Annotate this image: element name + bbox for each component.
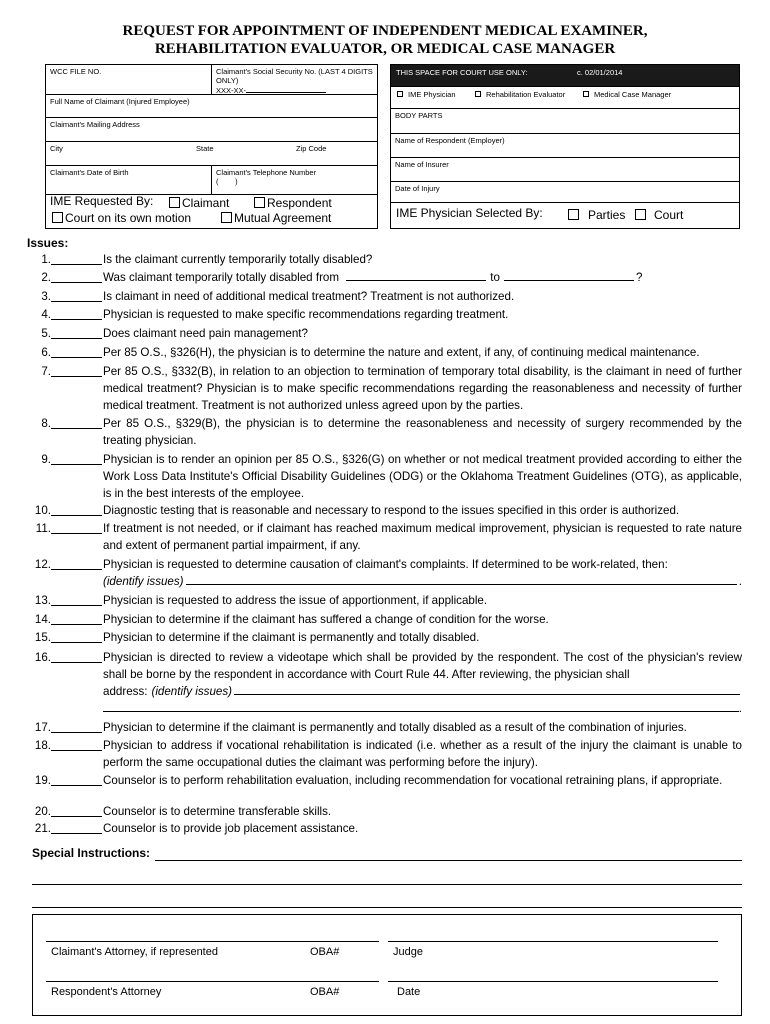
court-option[interactable] bbox=[635, 209, 683, 220]
ssn-label: Claimant's Social Security No. (LAST 4 DIGITS ONLY) bbox=[216, 67, 373, 85]
issue-blank-line[interactable] bbox=[51, 306, 102, 320]
issues-heading: Issues: bbox=[27, 236, 69, 250]
appointment-type-row bbox=[390, 86, 740, 109]
issue-item bbox=[26, 269, 742, 286]
respondent-option-label: Respondent bbox=[267, 196, 332, 210]
issue-blank-line[interactable] bbox=[51, 592, 102, 606]
dob-label: Claimant's Date of Birth bbox=[50, 168, 129, 177]
issue-number: 8. bbox=[41, 417, 51, 430]
issue-number: 4. bbox=[41, 308, 51, 321]
issue-item bbox=[26, 451, 742, 502]
issue-blank-line[interactable] bbox=[51, 288, 102, 302]
from-date-field[interactable] bbox=[346, 269, 486, 281]
form-title-line1: REQUEST FOR APPOINTMENT OF INDEPENDENT MEDICAL EXAMINER, bbox=[122, 23, 648, 39]
ssn-value: XXX-XX- bbox=[216, 86, 247, 95]
issue-text-block bbox=[103, 772, 742, 789]
court-use-label: THIS SPACE FOR COURT USE ONLY: bbox=[396, 68, 528, 77]
oba-label-1: OBA# bbox=[310, 946, 340, 958]
claimant-attorney-signature-line[interactable] bbox=[46, 941, 379, 942]
issue-number: 12. bbox=[34, 558, 51, 571]
city-state-zip-field[interactable] bbox=[45, 141, 378, 166]
issue-text: Counselor is to perform rehabilitation evaluation, including recommendation for vocational retraining plans, if appropriate. bbox=[103, 774, 723, 787]
issue-item bbox=[26, 306, 742, 323]
court-use-header bbox=[390, 64, 740, 87]
issue-number: 14. bbox=[34, 613, 51, 626]
mutual-agreement-option[interactable] bbox=[221, 212, 331, 223]
ssn-field[interactable] bbox=[211, 64, 378, 95]
special-instructions-line-1[interactable] bbox=[155, 860, 742, 861]
issue-end-mark: ? bbox=[635, 271, 643, 284]
case-manager-option[interactable] bbox=[583, 90, 671, 99]
date-label: Date bbox=[397, 986, 421, 998]
issue-item bbox=[26, 592, 742, 609]
issue-item bbox=[26, 556, 742, 590]
issue-item bbox=[26, 325, 742, 342]
issue-number: 11. bbox=[35, 522, 51, 535]
claimant-option-label: Claimant bbox=[182, 196, 230, 210]
issue-text-block bbox=[103, 737, 742, 771]
issue-blank-line[interactable] bbox=[51, 719, 102, 733]
special-instructions-line-3[interactable] bbox=[32, 907, 742, 908]
mutual-agreement-checkbox[interactable] bbox=[221, 212, 232, 223]
case-manager-checkbox[interactable] bbox=[583, 91, 589, 97]
claimant-attorney-label: Claimant's Attorney, if represented bbox=[51, 946, 218, 958]
issue-item bbox=[26, 772, 742, 806]
issue-item bbox=[26, 288, 742, 305]
identify-issues-field-continued[interactable] bbox=[103, 700, 739, 712]
rehab-evaluator-label: Rehabilitation Evaluator bbox=[486, 90, 566, 99]
oba-label-2: OBA# bbox=[310, 986, 340, 998]
city-label: City bbox=[50, 144, 63, 153]
court-checkbox[interactable] bbox=[635, 209, 646, 220]
judge-label: Judge bbox=[393, 946, 423, 958]
issue-item bbox=[26, 737, 742, 771]
issue-item bbox=[26, 629, 742, 646]
issue-end-mark: . bbox=[738, 575, 742, 588]
date-of-injury-field[interactable] bbox=[390, 181, 740, 203]
ime-requested-by-box bbox=[45, 194, 378, 229]
special-instructions-line-2[interactable] bbox=[32, 884, 742, 885]
issue-blank-line[interactable] bbox=[51, 629, 102, 643]
issue-blank-line[interactable] bbox=[51, 502, 102, 516]
issue-text-block bbox=[103, 649, 742, 717]
wcc-file-no-field[interactable] bbox=[45, 64, 212, 95]
court-own-motion-label: Court on its own motion bbox=[65, 211, 192, 225]
issue-number: 18. bbox=[34, 739, 51, 752]
full-name-field[interactable] bbox=[45, 94, 378, 118]
issue-text-block bbox=[103, 502, 742, 519]
claimant-checkbox[interactable] bbox=[169, 197, 180, 208]
issue-blank-line[interactable] bbox=[51, 772, 102, 786]
issue-item bbox=[26, 344, 742, 361]
issue-text-block bbox=[103, 719, 742, 736]
body-parts-label: BODY PARTS bbox=[395, 111, 443, 120]
zip-label: Zip Code bbox=[296, 144, 327, 153]
form-title-line2: REHABILITATION EVALUATOR, OR MEDICAL CASE MANAGER bbox=[154, 41, 616, 57]
identify-issues-label: (identify issues) bbox=[103, 575, 184, 588]
issue-number: 21. bbox=[34, 822, 51, 835]
issue-text: If treatment is not needed, or if claimant has reached maximum medical improvement, physician is requested to rate nature and extent of permanent partial impairment, if any. bbox=[103, 522, 742, 552]
issue-blank-line[interactable] bbox=[51, 556, 102, 570]
wcc-file-no-label: WCC FILE NO. bbox=[50, 67, 102, 76]
mailing-address-field[interactable] bbox=[45, 117, 378, 142]
issue-text: Counselor is to determine transferable skills. bbox=[103, 805, 332, 818]
respondent-name-field[interactable] bbox=[390, 133, 740, 158]
issue-blank-line[interactable] bbox=[51, 344, 102, 358]
issue-number: 16. bbox=[34, 651, 51, 664]
ime-physician-label: IME Physician bbox=[408, 90, 456, 99]
mutual-agreement-label: Mutual Agreement bbox=[234, 211, 332, 225]
ime-requested-by-label: IME Requested By: bbox=[50, 194, 154, 208]
ime-physician-option[interactable] bbox=[397, 90, 456, 99]
issue-item bbox=[26, 251, 742, 268]
issue-number: 17. bbox=[34, 721, 51, 734]
issue-item bbox=[26, 611, 742, 628]
issue-text: Per 85 O.S., §326(H), the physician is to determine the nature and extent, if any, of continuing medical maintenance. bbox=[103, 346, 700, 359]
respondent-name-label: Name of Respondent (Employer) bbox=[395, 136, 505, 145]
special-instructions-label: Special Instructions: bbox=[32, 846, 151, 860]
issue-blank-line[interactable] bbox=[51, 820, 102, 834]
issue-text-block bbox=[103, 363, 742, 414]
issue-blank-line[interactable] bbox=[51, 269, 102, 283]
case-manager-label: Medical Case Manager bbox=[594, 90, 672, 99]
address-label: address: bbox=[103, 685, 148, 698]
issue-text: Physician to determine if the claimant is permanently and totally disabled. bbox=[103, 631, 480, 644]
date-signature-line[interactable] bbox=[388, 981, 718, 982]
issue-blank-line[interactable] bbox=[51, 251, 102, 265]
issue-text-block bbox=[103, 820, 742, 837]
issue-blank-line[interactable] bbox=[51, 737, 102, 751]
issue-text: Does claimant need pain management? bbox=[103, 327, 308, 340]
dob-field[interactable] bbox=[45, 165, 212, 195]
issue-text-block bbox=[103, 269, 742, 286]
issue-text: Is the claimant currently temporarily totally disabled? bbox=[103, 253, 373, 266]
date-of-injury-label: Date of Injury bbox=[395, 184, 440, 193]
issue-text-block bbox=[103, 415, 742, 449]
issue-number: 6. bbox=[41, 346, 51, 359]
issue-blank-line[interactable] bbox=[51, 415, 102, 429]
issue-number: 20. bbox=[34, 805, 51, 818]
issue-blank-line[interactable] bbox=[51, 803, 102, 817]
issue-blank-line[interactable] bbox=[51, 451, 102, 465]
issue-text-block bbox=[103, 520, 742, 554]
issue-text: Physician is requested to determine causation of claimant's complaints. If determined to be work-related, then: bbox=[103, 558, 668, 571]
issue-number: 1. bbox=[41, 253, 51, 266]
insurer-name-field[interactable] bbox=[390, 157, 740, 182]
issue-text-block bbox=[103, 592, 742, 609]
issue-text-block bbox=[103, 251, 742, 268]
court-label: Court bbox=[654, 208, 684, 222]
respondent-option[interactable] bbox=[254, 197, 332, 208]
issue-number: 10. bbox=[34, 504, 51, 517]
issue-item bbox=[26, 363, 742, 414]
issue-text: Physician is to render an opinion per 85 O.S., §326(G) on whether or not medical treatment provided according to either the Work Loss Data Institute's Official Disability Guidelines (ODG) or the Oklahoma Treatment Guidelines (OTG), as applicable, is in the best interests of the employee. bbox=[103, 453, 742, 500]
issue-item bbox=[26, 502, 742, 519]
issue-number: 2. bbox=[41, 271, 51, 284]
mailing-address-label: Claimant's Mailing Address bbox=[50, 120, 140, 129]
insurer-name-label: Name of Insurer bbox=[395, 160, 449, 169]
issue-text: Physician is directed to review a videotape which shall be provided by the respondent. The cost of the physician's review shall be borne by the respondent in accordance with Court Rule 44. After reviewing, the physician shall bbox=[103, 651, 742, 681]
issue-text-block bbox=[103, 451, 742, 502]
issue-number: 3. bbox=[41, 290, 51, 303]
parties-checkbox[interactable] bbox=[568, 209, 579, 220]
body-parts-field[interactable] bbox=[390, 108, 740, 134]
issue-text: Physician to address if vocational rehabilitation is indicated (i.e. whether as a result of the injury the claimant is unable to perform the same occupational duties the claimant was performing before the injury). bbox=[103, 739, 742, 769]
issue-text-block bbox=[103, 306, 742, 323]
issue-text: Physician to determine if the claimant is permanently and totally disabled as a result of the combination of injuries. bbox=[103, 721, 687, 734]
issue-item bbox=[26, 820, 742, 837]
issue-blank-line[interactable] bbox=[51, 363, 102, 377]
issue-text: Physician is requested to address the issue of apportionment, if applicable. bbox=[103, 594, 488, 607]
claimant-option[interactable] bbox=[169, 197, 229, 208]
issue-text-block bbox=[103, 629, 742, 646]
issue-text-block bbox=[103, 325, 742, 342]
signature-box bbox=[32, 914, 742, 1016]
issue-blank-line[interactable] bbox=[51, 649, 102, 663]
ime-physician-checkbox[interactable] bbox=[397, 91, 403, 97]
issue-text: Is claimant in need of additional medical treatment? Treatment is not authorized. bbox=[103, 290, 515, 303]
court-own-motion-option[interactable] bbox=[52, 212, 191, 223]
issue-text-block bbox=[103, 344, 742, 361]
identify-issues-field[interactable] bbox=[234, 683, 740, 695]
issue-text: Was claimant temporarily totally disabled from bbox=[103, 271, 340, 284]
issue-number: 15. bbox=[34, 631, 51, 644]
phone-label: Claimant's Telephone Number bbox=[216, 168, 317, 177]
issue-text: Physician to determine if the claimant has suffered a change of condition for the worse. bbox=[103, 613, 549, 626]
state-label: State bbox=[196, 144, 214, 153]
issue-text: Per 85 O.S., §329(B), the physician is to determine the reasonableness and necessity of surgery recommended by the treating physician. bbox=[103, 417, 742, 447]
issue-text: Per 85 O.S., §332(B), in relation to an objection to termination of temporary total disability, is the claimant in need of further medical treatment? Physician is to make specific recommendations regarding the reasonableness and necessity of further medical treatment. Treatment is not authorized unless agreed upon by the parties. bbox=[103, 365, 742, 412]
issue-item bbox=[26, 719, 742, 736]
issue-text: Diagnostic testing that is reasonable and necessary to respond to the issues specified in this order is authorized. bbox=[103, 504, 680, 517]
identify-issues-field[interactable] bbox=[186, 573, 737, 585]
respondent-checkbox[interactable] bbox=[254, 197, 265, 208]
issue-number: 13. bbox=[34, 594, 51, 607]
identify-issues-label: (identify issues) bbox=[151, 685, 233, 698]
parties-label: Parties bbox=[588, 208, 626, 222]
issue-text: Physician is requested to make specific recommendations regarding treatment. bbox=[103, 308, 509, 321]
issue-text-block bbox=[103, 611, 742, 628]
judge-signature-line[interactable] bbox=[388, 941, 718, 942]
issue-end-mark: . bbox=[738, 702, 742, 715]
respondent-attorney-signature-line[interactable] bbox=[46, 981, 379, 982]
issue-item bbox=[26, 649, 742, 715]
issue-number: 7. bbox=[41, 365, 51, 378]
issue-blank-line[interactable] bbox=[51, 611, 102, 625]
issue-item bbox=[26, 415, 742, 449]
rehab-evaluator-checkbox[interactable] bbox=[475, 91, 481, 97]
issue-number: 9. bbox=[41, 453, 51, 466]
ime-selected-by-box bbox=[390, 202, 740, 229]
phone-value: ( ) bbox=[216, 177, 238, 186]
phone-field[interactable] bbox=[211, 165, 378, 195]
respondent-attorney-label: Respondent's Attorney bbox=[51, 986, 162, 998]
rehab-evaluator-option[interactable] bbox=[475, 90, 565, 99]
parties-option[interactable] bbox=[568, 209, 625, 220]
court-own-motion-checkbox[interactable] bbox=[52, 212, 63, 223]
issue-blank-line[interactable] bbox=[51, 520, 102, 534]
issue-text-block bbox=[103, 803, 742, 820]
form-revision-date: c. 02/01/2014 bbox=[577, 68, 623, 77]
issue-number: 19. bbox=[34, 774, 51, 787]
full-name-label: Full Name of Claimant (Injured Employee) bbox=[50, 97, 190, 106]
issue-item bbox=[26, 803, 742, 820]
ime-selected-by-label: IME Physician Selected By: bbox=[396, 206, 543, 220]
issue-blank-line[interactable] bbox=[51, 325, 102, 339]
to-date-field[interactable] bbox=[504, 269, 634, 281]
issue-number: 5. bbox=[41, 327, 51, 340]
issue-text: Counselor is to provide job placement assistance. bbox=[103, 822, 359, 835]
issue-item bbox=[26, 520, 742, 554]
issue-text-block bbox=[103, 556, 742, 590]
issue-text-block bbox=[103, 288, 742, 305]
to-label: to bbox=[490, 271, 500, 284]
